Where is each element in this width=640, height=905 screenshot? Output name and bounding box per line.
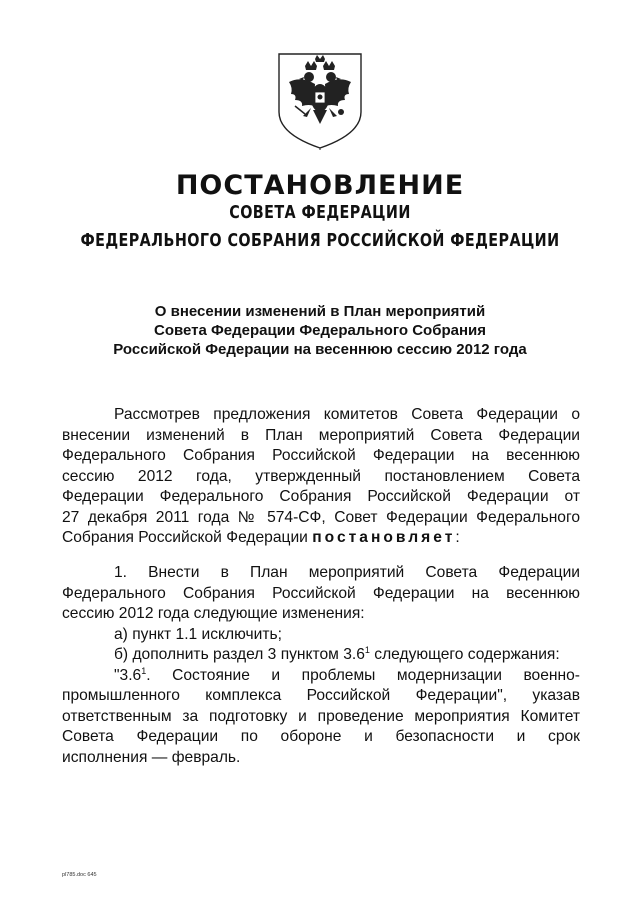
text-fragment: б) дополнить раздел 3 пунктом 3.6 <box>114 646 365 663</box>
text-line: Федерального Собрания Российской Федерации на весеннюю <box>62 447 580 464</box>
text-fragment: следующего содержания: <box>369 646 560 663</box>
issuer-title-line2: ФЕДЕРАЛЬНОГО СОБРАНИЯ РОССИЙСКОЙ ФЕДЕРАЦИИ <box>80 231 560 251</box>
document-heading <box>60 302 580 359</box>
text-line <box>62 528 580 549</box>
text-line: сессию 2012 года, утвержденный постановлением Совета <box>62 467 580 485</box>
coat-of-arms-emblem <box>271 50 369 150</box>
text-line: сессию 2012 года следующие изменения: <box>62 605 365 622</box>
text-fragment: "3.6 <box>114 666 142 684</box>
text-line: 27 декабря 2011 года № 574-СФ, Совет Федерации Федерального <box>62 508 580 526</box>
eagle-icon <box>271 50 369 150</box>
text-line: промышленного комплекса Российской Федерации", указав <box>62 687 580 704</box>
text-line: ответственным за подготовку и проведение мероприятия Комитет <box>62 707 580 725</box>
text-line: Совета Федерации по обороне и безопасности и срок <box>62 728 580 745</box>
text-line: Федерального Собрания Российской Федерации на весеннюю <box>62 584 580 602</box>
text-fragment: : <box>455 529 460 546</box>
text-line: Федерации Федерального Собрания Российской Федерации от <box>62 488 580 505</box>
text-line: Рассмотрев предложения комитетов Совета Федерации о <box>114 406 580 423</box>
text-line: внесении изменений в План мероприятий Совета Федерации <box>62 426 580 444</box>
item-1-paragraph <box>62 563 580 768</box>
document-type-title: ПОСТАНОВЛЕНИЕ <box>175 170 465 201</box>
resolution-verb: постановляет <box>312 529 456 546</box>
heading-line: Российской Федерации на весеннюю сессию 2012 года <box>113 341 527 358</box>
sub-item-a: а) пункт 1.1 исключить; <box>114 625 282 643</box>
superscript: 1 <box>141 665 147 676</box>
heading-line: Совета Федерации Федерального Собрания <box>153 322 487 339</box>
heading-line: О внесении изменений в План мероприятий <box>154 303 486 320</box>
text-fragment: Собрания Российской Федерации <box>62 529 313 546</box>
text-line: 1. Внести в План мероприятий Совета Федерации <box>114 564 580 581</box>
preamble-paragraph <box>62 405 580 549</box>
sub-item-b <box>62 645 580 666</box>
text-fragment: . Состояние и проблемы модернизации военно- <box>146 666 580 684</box>
text-line: исполнения — февраль. <box>62 748 241 766</box>
superscript: 1 <box>364 645 370 655</box>
document-code-footer: pl785.doc 645 <box>62 872 97 878</box>
quoted-item-line <box>62 666 580 687</box>
issuer-title-line1: СОВЕТА ФЕДЕРАЦИИ <box>229 203 411 223</box>
